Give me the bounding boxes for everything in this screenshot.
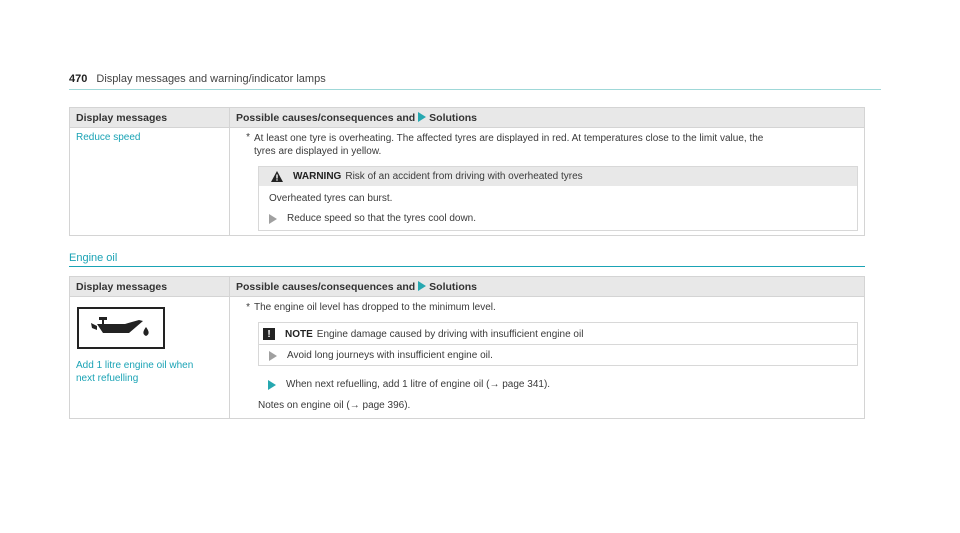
warning-box-header bbox=[259, 167, 857, 186]
display-message-cell bbox=[70, 128, 230, 236]
step-arrow-icon bbox=[269, 214, 277, 224]
exclamation-icon: ! bbox=[263, 328, 275, 340]
column-header-causes bbox=[230, 277, 865, 297]
engine-oil-table bbox=[69, 276, 865, 419]
display-message-line-2: next refuelling bbox=[76, 373, 139, 384]
section-title-engine-oil: Engine oil bbox=[69, 252, 865, 267]
display-message-line-1: Add 1 litre engine oil when bbox=[76, 360, 194, 371]
column-header-display-messages: Display messages bbox=[70, 277, 230, 297]
cause-line-1: At least one tyre is overheating. The affected tyres are displayed in red. At temperatures close to the limit value, the bbox=[254, 133, 764, 144]
cause-marker: * bbox=[246, 132, 250, 143]
display-message-add-oil bbox=[76, 359, 223, 385]
warning-triangle-icon bbox=[271, 171, 283, 182]
cause-marker: * bbox=[246, 302, 250, 313]
note-step bbox=[259, 344, 857, 365]
column-header-causes bbox=[230, 108, 865, 128]
warning-keyword: WARNING bbox=[293, 171, 342, 182]
note-keyword: NOTE bbox=[285, 328, 313, 340]
warning-title: Risk of an accident from driving with overheated tyres bbox=[345, 171, 583, 182]
warning-step-text: Reduce speed so that the tyres cool down. bbox=[287, 213, 477, 224]
column-header-solutions-label: Solutions bbox=[429, 111, 478, 124]
column-header-display-messages: Display messages bbox=[70, 108, 230, 128]
solution-step bbox=[258, 378, 858, 391]
solution-arrow-icon bbox=[418, 281, 426, 291]
warning-box bbox=[258, 166, 858, 231]
causes-cell bbox=[230, 297, 865, 419]
table-row bbox=[70, 128, 865, 236]
solution-arrow-icon bbox=[268, 380, 276, 390]
note-title: Engine damage caused by driving with insufficient engine oil bbox=[316, 328, 584, 340]
page-header-title: Display messages and warning/indicator lamps bbox=[96, 73, 326, 85]
page-header bbox=[69, 73, 881, 90]
note-box bbox=[258, 322, 858, 366]
note-step-text: Avoid long journeys with insufficient engine oil. bbox=[287, 350, 493, 361]
notes-reference: Notes on engine oil (→ page 396). bbox=[258, 400, 411, 411]
display-message-reduce-speed: Reduce speed bbox=[76, 132, 141, 143]
column-header-solutions-label: Solutions bbox=[429, 280, 478, 293]
oil-can-icon bbox=[77, 307, 165, 349]
table-header-row bbox=[70, 108, 865, 128]
reduce-speed-table bbox=[69, 107, 865, 236]
solution-arrow-icon bbox=[418, 112, 426, 122]
table-row bbox=[70, 297, 865, 419]
table-header-row bbox=[70, 277, 865, 297]
oil-can-glyph-icon bbox=[89, 315, 153, 341]
cause-line-2: tyres are displayed in yellow. bbox=[254, 146, 382, 157]
column-header-causes-label: Possible causes/consequences and bbox=[236, 111, 416, 124]
warning-step bbox=[267, 212, 847, 225]
cause-text bbox=[236, 132, 858, 158]
cause-text bbox=[236, 301, 858, 314]
warning-text: Overheated tyres can burst. bbox=[269, 193, 393, 204]
display-message-cell bbox=[70, 297, 230, 419]
note-box-header bbox=[259, 323, 857, 344]
cause-line: The engine oil level has dropped to the minimum level. bbox=[254, 302, 496, 313]
column-header-causes-label: Possible causes/consequences and bbox=[236, 280, 416, 293]
warning-box-body bbox=[259, 186, 857, 230]
solution-text: When next refuelling, add 1 litre of engine oil (→ page 341). bbox=[286, 379, 551, 390]
step-arrow-icon bbox=[269, 351, 277, 361]
page-number: 470 bbox=[69, 73, 88, 85]
causes-cell bbox=[230, 128, 865, 236]
